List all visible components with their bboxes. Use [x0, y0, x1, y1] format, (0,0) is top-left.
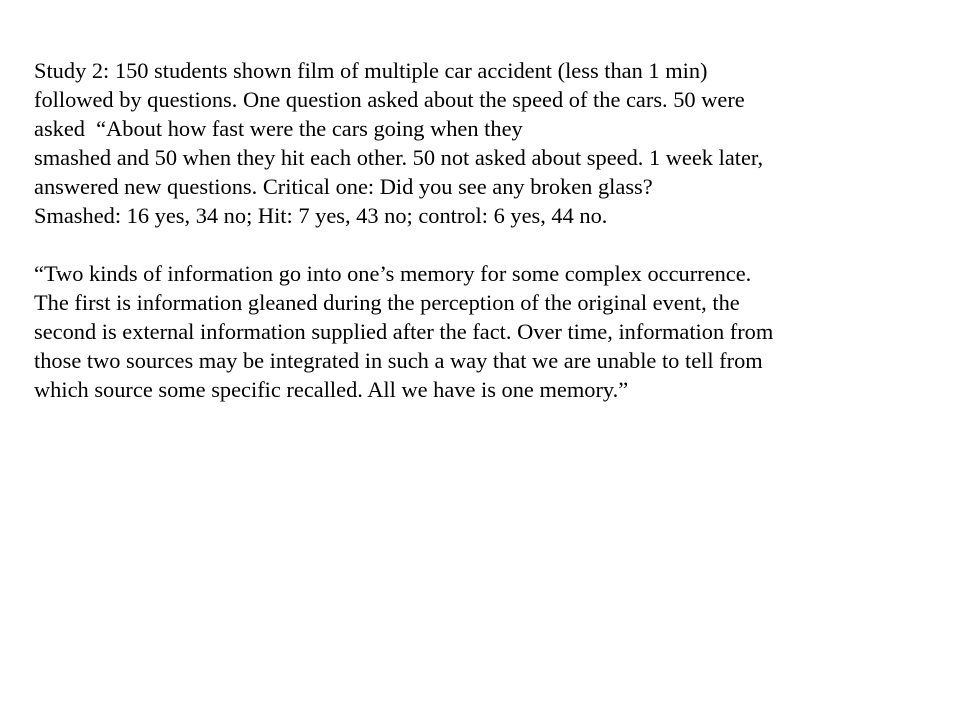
paragraph-spacer	[34, 230, 944, 259]
quote-line: second is external information supplied after the fact. Over time, information from	[34, 319, 774, 344]
study-line: answered new questions. Critical one: Did you see any broken glass?	[34, 174, 653, 199]
quote-line: “Two kinds of information go into one’s memory for some complex occurrence.	[34, 261, 752, 286]
quote-paragraph	[34, 259, 944, 404]
study-line: Study 2: 150 students shown film of multiple car accident (less than 1 min)	[34, 58, 708, 83]
study-line: asked “About how fast were the cars going when they	[34, 116, 523, 141]
quote-line: The first is information gleaned during the perception of the original event, the	[34, 290, 740, 315]
study-line: smashed and 50 when they hit each other. 50 not asked about speed. 1 week later,	[34, 145, 764, 170]
study-line: followed by questions. One question asked about the speed of the cars. 50 were	[34, 87, 745, 112]
slide-text	[34, 56, 944, 404]
quote-line: those two sources may be integrated in such a way that we are unable to tell from	[34, 348, 763, 373]
study-paragraph	[34, 56, 944, 230]
study-results-line: Smashed: 16 yes, 34 no; Hit: 7 yes, 43 no; control: 6 yes, 44 no.	[34, 203, 608, 228]
quote-line: which source some specific recalled. All we have is one memory.”	[34, 377, 629, 402]
